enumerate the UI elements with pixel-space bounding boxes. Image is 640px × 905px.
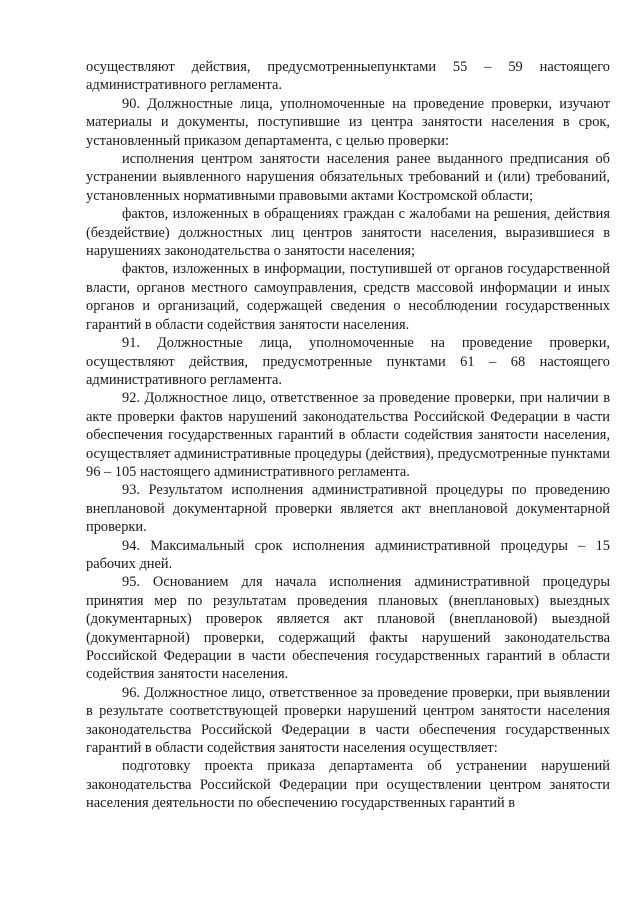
paragraph-90-item-1: исполнения центром занятости населения ранее выданного предписания об устранении выявленного нарушения обязательных требований и (или) требований, установленных нормативными правовыми актами Костромской области; <box>86 151 610 204</box>
paragraph-continuation: осуществляют действия, предусмотренныепунктами 55 – 59 настоящего административного регламента. <box>86 59 610 94</box>
paragraph-92: 92. Должностное лицо, ответственное за проведение проверки, при наличии в акте проверки фактов нарушений законодательства Российской Федерации в части обеспечения государственных гарантий в области содействия занятости населения, осуществляет административные процедуры (действия), предусмотренные пунктами 96 – 105 настоящего административного регламента. <box>86 390 610 480</box>
paragraph-95: 95. Основанием для начала исполнения административной процедуры принятия мер по результатам проведения плановых (внеплановых) выездных (документарных) проверок является акт плановой (внеплановой) выездной (документарной) проверки, содержащий факты нарушений законодательства Российской Федерации в части обеспечения государственных гарантий в области содействия занятости населения. <box>86 574 610 683</box>
paragraph-90-item-2: фактов, изложенных в обращениях граждан с жалобами на решения, действия (бездействие) должностных лиц центров занятости населения, выразившиеся в нарушениях законодательства о занятости населения; <box>86 206 610 260</box>
paragraph-90: 90. Должностные лица, уполномоченные на проведение проверки, изучают материалы и документы, поступившие из центра занятости населения в срок, установленный приказом департамента, с целью проверки: <box>86 95 610 149</box>
paragraph-94: 94. Максимальный срок исполнения административной процедуры – 15 рабочих дней. <box>86 537 610 572</box>
paragraph-96-item-1: подготовку проекта приказа департамента об устранении нарушений законодательства Российской Федерации при осуществлении центром занятости населения деятельности по обеспечению государственных гарантий в <box>86 758 610 812</box>
paragraph-96: 96. Должностное лицо, ответственное за проведение проверки, при выявлении в результате соответствующей проверки нарушений центром занятости населения законодательства Российской Федерации в части обеспечения государственных гарантий в области содействия занятости населения осуществляет: <box>86 684 610 757</box>
paragraph-90-item-3: фактов, изложенных в информации, поступившей от органов государственной власти, органов местного самоуправления, средств массовой информации и иных органов и организаций, содержащей сведения о несоблюдении государственных гарантий в области содействия занятости населения. <box>86 261 610 333</box>
paragraph-91: 91. Должностные лица, уполномоченные на проведение проверки, осуществляют действия, предусмотренные пунктами 61 – 68 настоящего административного регламента. <box>86 335 610 388</box>
paragraph-93: 93. Результатом исполнения административной процедуры по проведению внеплановой документарной проверки является акт внеплановой документарной проверки. <box>86 482 610 536</box>
